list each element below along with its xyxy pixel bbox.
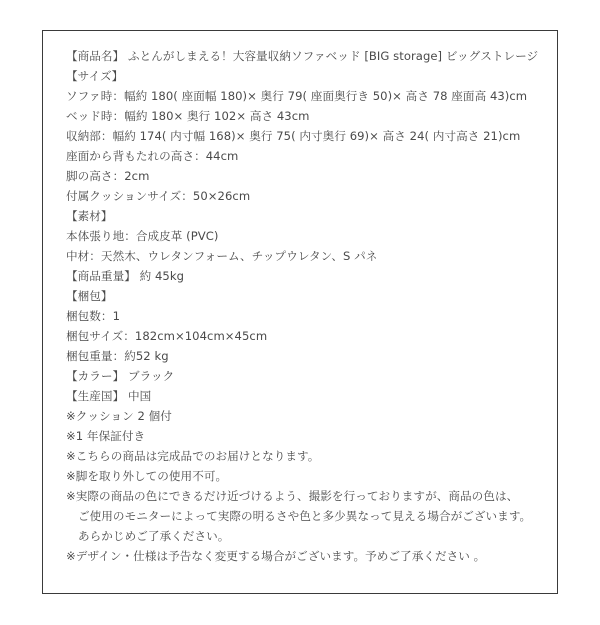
material-heading: 【素材】 — [66, 209, 113, 223]
size-heading: 【サイズ】 — [66, 69, 124, 83]
product-spec-list — [66, 46, 546, 566]
filling-line: 中材：天然木、ウレタンフォーム、チップウレタン、S パネ — [66, 249, 378, 263]
packaging-heading: 【梱包】 — [66, 289, 113, 303]
note-color-3: あらかじめご了承ください。 — [78, 529, 230, 543]
note-legs: ※脚を取り外しての使用不可。 — [66, 469, 228, 483]
storage-size-line: 収納部：幅約 174( 内寸幅 168)× 奥行 75( 内寸奥行 69)× 高さ 24( 内寸高さ 21)cm — [66, 129, 521, 143]
note-color-2: ご使用のモニターによって実際の明るさや色と多少異なって見える場合がございます。 — [78, 509, 532, 523]
package-weight-line: 梱包重量：約52 kg — [66, 349, 169, 363]
upholstery-line: 本体張り地：合成皮革 (PVC) — [66, 229, 219, 243]
note-design: ※デザイン・仕様は予告なく変更する場合がございます。予めご了承ください 。 — [66, 549, 486, 563]
color-line: 【カラー】 ブラック — [66, 369, 175, 383]
origin-line: 【生産国】 中国 — [66, 389, 152, 403]
note-warranty: ※1 年保証付き — [66, 429, 146, 443]
product-name-line: 【商品名】 ふとんがしまえる！大容量収納ソファベッド [BIG storage] ビッグストレージ — [66, 49, 539, 63]
package-count-line: 梱包数：1 — [66, 309, 121, 323]
sofa-size-line: ソファ時：幅約 180( 座面幅 180)× 奥行 79( 座面奥行き 50)× 高さ 78 座面高 43)cm — [66, 89, 528, 103]
backrest-height-line: 座面から背もたれの高さ：44cm — [66, 149, 239, 163]
weight-line: 【商品重量】 約 45kg — [66, 269, 185, 283]
note-color-1: ※実際の商品の色にできるだけ近づけるよう、撮影を行っておりますが、商品の色は、 — [66, 489, 519, 503]
leg-height-line: 脚の高さ：2cm — [66, 169, 150, 183]
package-size-line: 梱包サイズ：182cm×104cm×45cm — [66, 329, 268, 343]
cushion-size-line: 付属クッションサイズ：50×26cm — [66, 189, 251, 203]
note-cushion: ※クッション 2 個付 — [66, 409, 172, 423]
note-assembled: ※こちらの商品は完成品でのお届けとなります。 — [66, 449, 320, 463]
bed-size-line: ベッド時：幅約 180× 奥行 102× 高さ 43cm — [66, 109, 310, 123]
